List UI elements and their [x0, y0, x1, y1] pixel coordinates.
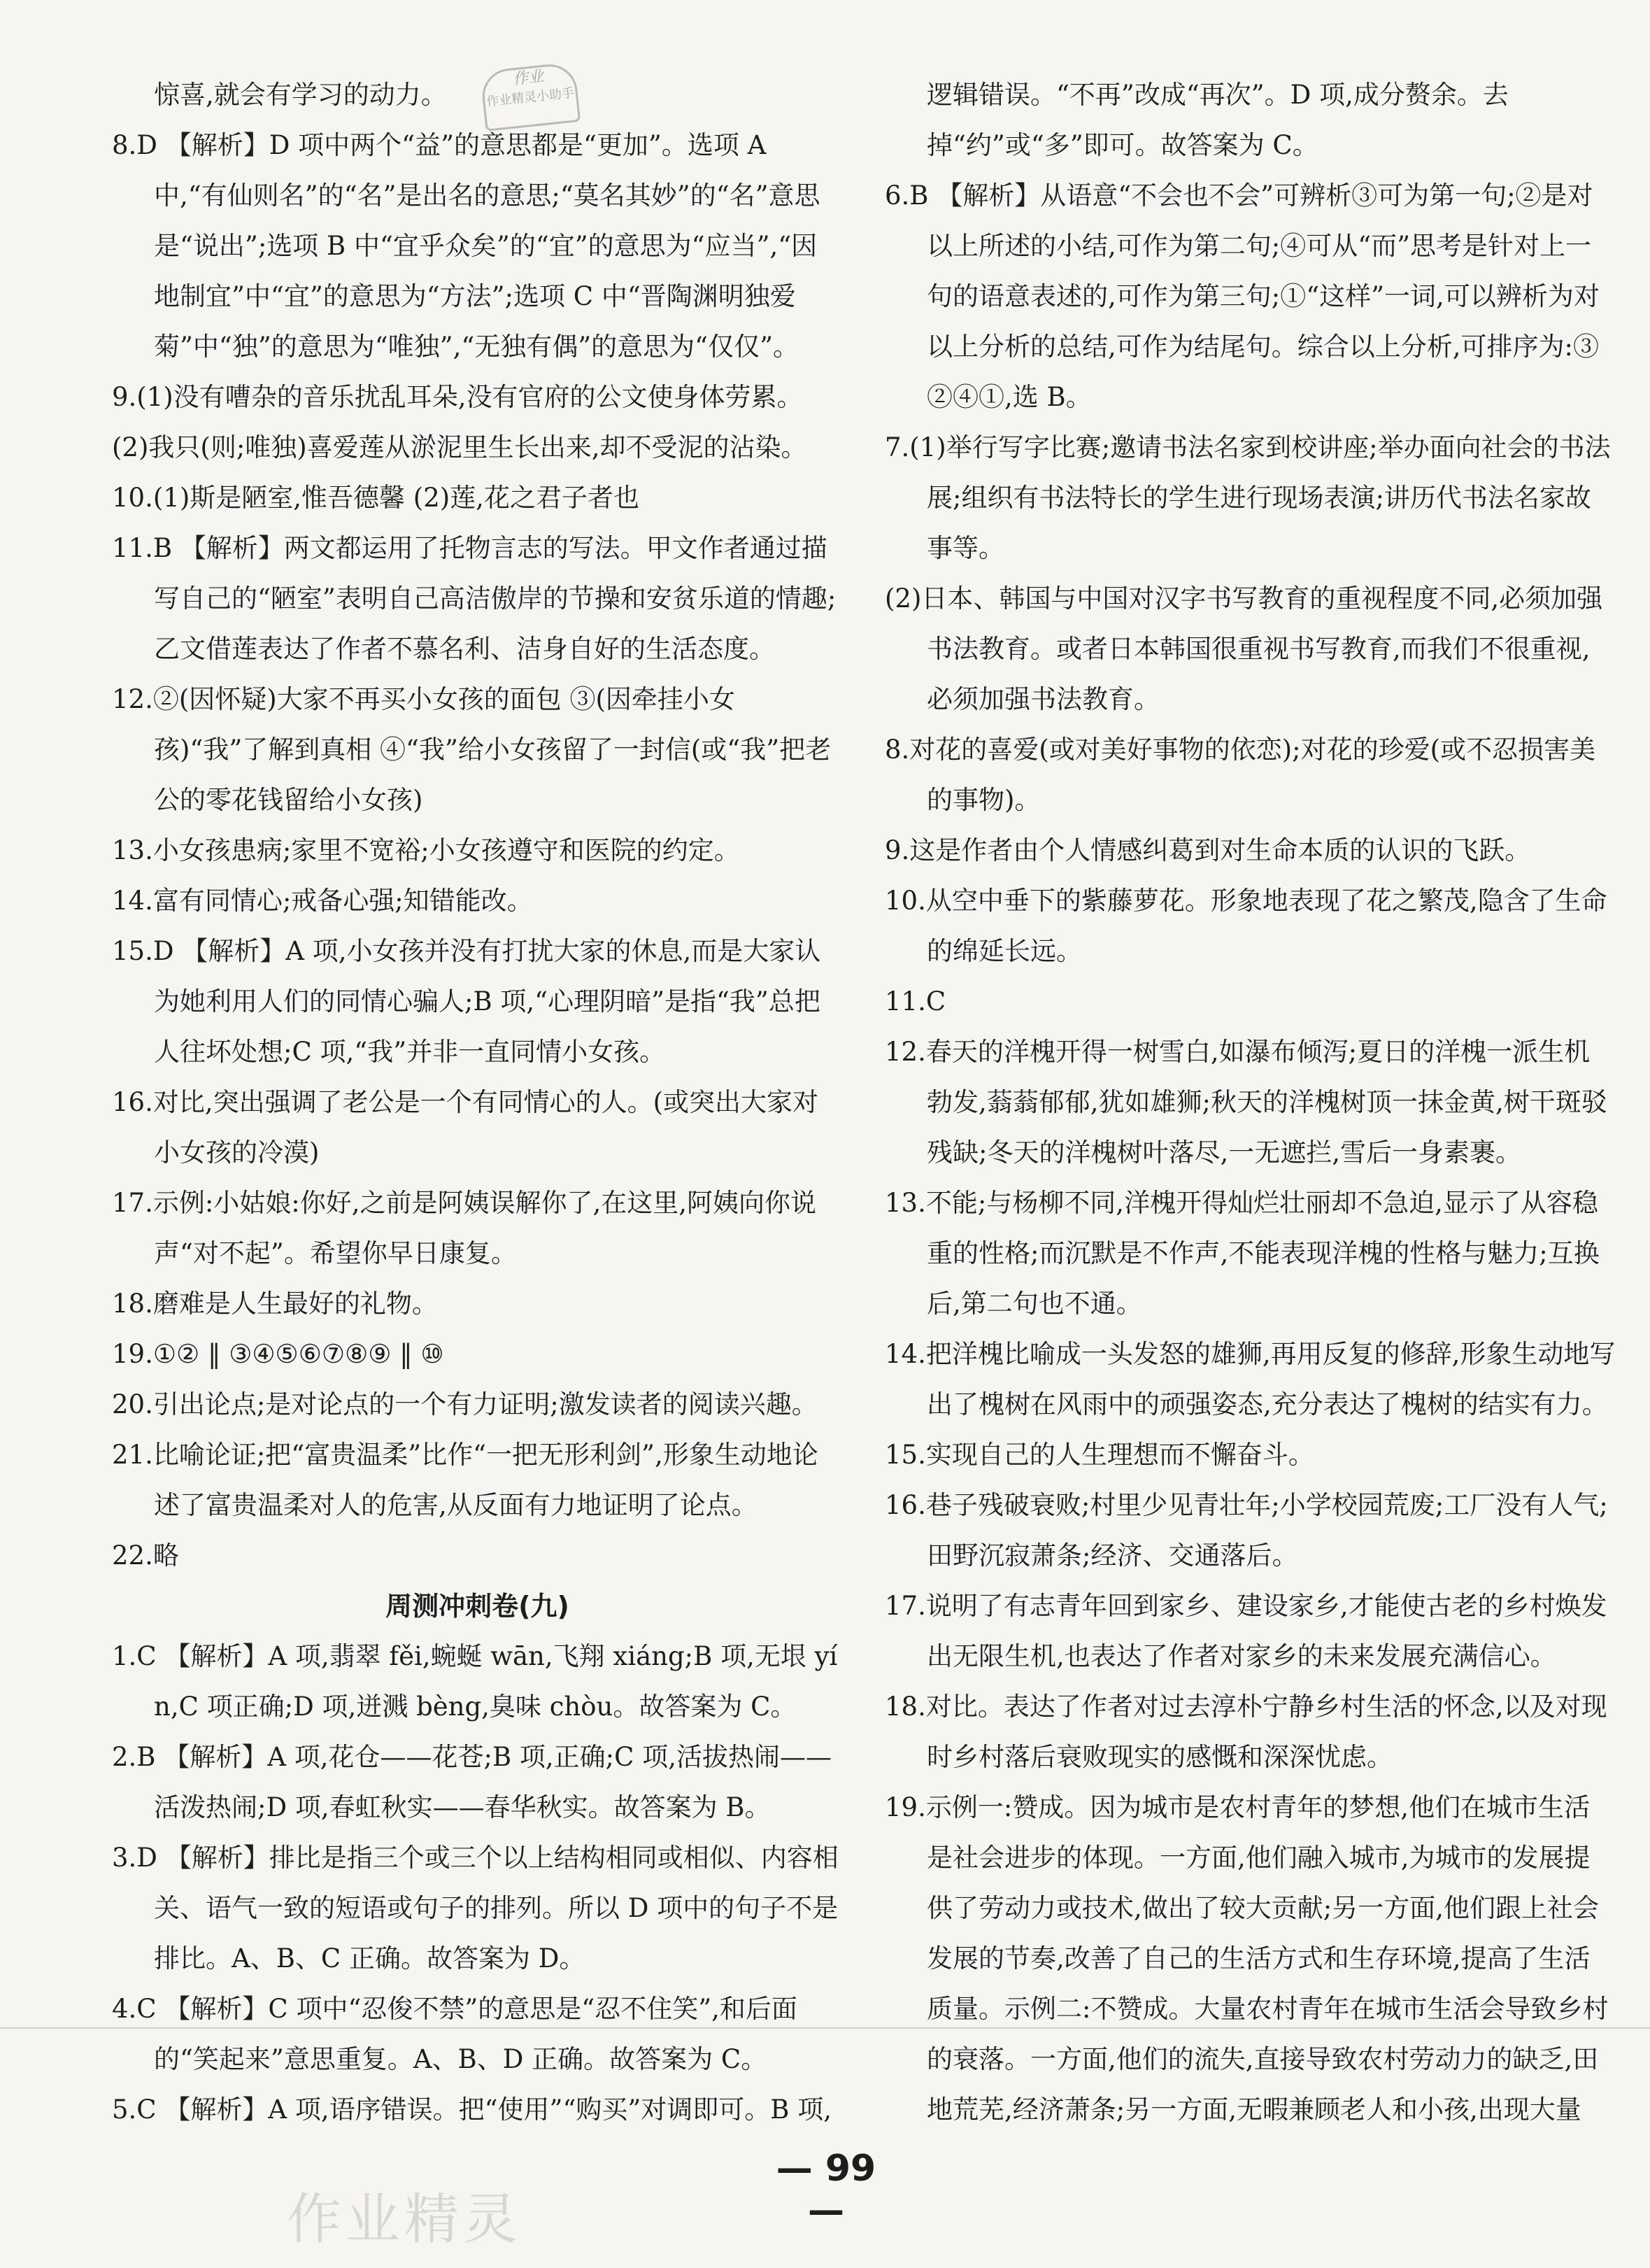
- answer-paragraph: 1.C 【解析】A 项,翡翠 fěi,蜿蜒 wān,飞翔 xiáng;B 项,无垠 yín,C 项正确;D 项,迸溅 bèng,臭味 chòu。故答案为 C。: [112, 1641, 838, 1722]
- answer-paragraph: 13.不能;与杨柳不同,洋槐开得灿烂壮丽却不急迫,显示了从容稳重的性格;而沉默是不作声,不能表现洋槐的性格与魅力;互换后,第二句也不通。: [885, 1188, 1600, 1319]
- stamp-line-2: 作业精灵小助手: [485, 85, 575, 110]
- section-title: 周测冲刺卷(九): [385, 1591, 569, 1622]
- watermark: 作业精灵: [287, 2188, 522, 2251]
- answer-paragraph: 9.(1)没有嘈杂的音乐扰乱耳朵,没有官府的公文使身体劳累。: [112, 382, 803, 412]
- answer-paragraph: 5.C 【解析】A 项,语序错误。把“使用”“购买”对调即可。B 项,: [112, 2095, 832, 2125]
- answer-paragraph: 22.略: [112, 1540, 179, 1571]
- answer-paragraph: 20.引出论点;是对论点的一个有力证明;激发读者的阅读兴趣。: [112, 1389, 818, 1419]
- answer-paragraph: 14.把洋槐比喻成一头发怒的雄狮,再用反复的修辞,形象生动地写出了槐树在风雨中的顽强姿态,充分表达了槐树的结实有力。: [885, 1339, 1616, 1419]
- answer-paragraph: 17.说明了有志青年回到家乡、建设家乡,才能使古老的乡村焕发出无限生机,也表达了作者对家乡的未来发展充满信心。: [885, 1591, 1607, 1671]
- left-column: [112, 70, 843, 2135]
- answer-paragraph: 11.B 【解析】两文都运用了托物言志的写法。甲文作者通过描写自己的“陋室”表明自己高洁傲岸的节操和安贫乐道的情趣;乙文借莲表达了作者不慕名利、洁身自好的生活态度。: [112, 533, 837, 664]
- answer-paragraph: 9.这是作者由个人情感纠葛到对生命本质的认识的飞跃。: [885, 835, 1531, 865]
- answer-paragraph: 逻辑错误。“不再”改成“再次”。D 项,成分赘余。去掉“约”或“多”即可。故答案为 C。: [927, 80, 1509, 160]
- answer-paragraph: 11.C: [885, 986, 946, 1016]
- answer-paragraph: 15.实现自己的人生理想而不懈奋斗。: [885, 1440, 1314, 1470]
- answer-paragraph: 4.C 【解析】C 项中“忍俊不禁”的意思是“忍不住笑”,和后面的“笑起来”意思重复。A、B、D 正确。故答案为 C。: [112, 1994, 797, 2074]
- answer-paragraph: 12.春天的洋槐开得一树雪白,如瀑布倾泻;夏日的洋槐一派生机勃发,蓊蓊郁郁,犹如雄狮;秋天的洋槐树顶一抹金黄,树干斑驳残缺;冬天的洋槐树叶落尽,一无遮拦,雪后一身素裹。: [885, 1037, 1607, 1168]
- answer-paragraph: (2)我只(则;唯独)喜爱莲从淤泥里生长出来,却不受泥的沾染。: [112, 432, 807, 462]
- answer-paragraph: 10.从空中垂下的紫藤萝花。形象地表现了花之繁茂,隐含了生命的绵延长远。: [885, 886, 1607, 966]
- answer-paragraph: 7.(1)举行写字比赛;邀请书法名家到校讲座;举办面向社会的书法展;组织有书法特长的学生进行现场表演;讲历代书法名家故事等。: [885, 432, 1611, 563]
- answer-paragraph: 12.②(因怀疑)大家不再买小女孩的面包 ③(因牵挂小女孩)“我”了解到真相 ④“我”给小女孩留了一封信(或“我”把老公的零花钱留给小女孩): [112, 684, 832, 815]
- answer-paragraph: 惊喜,就会有学习的动力。: [154, 80, 447, 110]
- answer-paragraph: 2.B 【解析】A 项,花仓——花苍;B 项,正确;C 项,活拔热闹——活泼热闹;D 项,春虹秋实——春华秋实。故答案为 B。: [112, 1742, 832, 1822]
- answer-paragraph: 10.(1)斯是陋室,惟吾德馨 (2)莲,花之君子者也: [112, 483, 639, 513]
- answer-paragraph: 13.小女孩患病;家里不宽裕;小女孩遵守和医院的约定。: [112, 835, 740, 865]
- answer-paragraph: 15.D 【解析】A 项,小女孩并没有打扰大家的休息,而是大家认为她利用人们的同情心骗人;B 项,“心理阴暗”是指“我”总把人往坏处想;C 项,“我”并非一直同情小女孩。: [112, 936, 821, 1067]
- right-column: [885, 70, 1616, 2135]
- bottom-divider: [0, 2027, 1650, 2029]
- stamp-line-1: 作业: [512, 67, 545, 89]
- answer-paragraph: 14.富有同情心;戒备心强;知错能改。: [112, 886, 533, 916]
- answer-paragraph: 18.对比。表达了作者对过去淳朴宁静乡村生活的怀念,以及对现时乡村落后衰败现实的感慨和深深忧虑。: [885, 1692, 1607, 1772]
- answer-paragraph: 8.对花的喜爱(或对美好事物的依恋);对花的珍爱(或不忍损害美的事物)。: [885, 735, 1596, 815]
- page-number: — 99 —: [776, 2148, 876, 2232]
- answer-paragraph: 3.D 【解析】排比是指三个或三个以上结构相同或相似、内容相关、语气一致的短语或句子的排列。所以 D 项中的句子不是排比。A、B、C 正确。故答案为 D。: [112, 1843, 839, 1973]
- answer-paragraph: 8.D 【解析】D 项中两个“益”的意思都是“更加”。选项 A 中,“有仙则名”的“名”是出名的意思;“莫名其妙”的“名”意思是“说出”;选项 B 中“宜乎众矣”的“宜”的意思为“应当”,“因地制宜”中“宜”的意思为“方法”;选项 C 中“晋陶渊明独爱菊”中“独”的意思为“唯独”,“无独有偶”的意思为“仅仅”。: [112, 130, 820, 362]
- answer-paragraph: 21.比喻论证;把“富贵温柔”比作“一把无形利剑”,形象生动地论述了富贵温柔对人的危害,从反面有力地证明了论点。: [112, 1440, 818, 1520]
- answer-paragraph: 16.巷子残破衰败;村里少见青壮年;小学校园荒废;工厂没有人气;田野沉寂萧条;经济、交通落后。: [885, 1490, 1608, 1571]
- answer-paragraph: 18.磨难是人生最好的礼物。: [112, 1289, 438, 1319]
- answer-paragraph: 19.①② ‖ ③④⑤⑥⑦⑧⑨ ‖ ⑩: [112, 1339, 444, 1369]
- answer-paragraph: (2)日本、韩国与中国对汉字书写教育的重视程度不同,必须加强书法教育。或者日本韩国很重视书写教育,而我们不很重视,必须加强书法教育。: [885, 583, 1603, 714]
- answer-paragraph: 6.B 【解析】从语意“不会也不会”可辨析③可为第一句;②是对以上所述的小结,可作为第二句;④可从“而”思考是针对上一句的语意表述的,可作为第三句;①“这样”一词,可以辨析为对以上分析的总结,可作为结尾句。综合以上分析,可排序为:③②④①,选 B。: [885, 180, 1600, 412]
- answer-paragraph: 16.对比,突出强调了老公是一个有同情心的人。(或突出大家对小女孩的冷漠): [112, 1087, 819, 1168]
- answer-paragraph: 17.示例:小姑娘:你好,之前是阿姨误解你了,在这里,阿姨向你说声“对不起”。希望你早日康复。: [112, 1188, 817, 1268]
- answer-paragraph: 19.示例一:赞成。因为城市是农村青年的梦想,他们在城市生活是社会进步的体现。一方面,他们融入城市,为城市的发展提供了劳动力或技术,做出了较大贡献;另一方面,他们跟上社会发展的节奏,改善了自己的生活方式和生存环境,提高了生活质量。示例二:不赞成。大量农村青年在城市生活会导致乡村的衰落。一方面,他们的流失,直接导致农村劳动力的缺乏,田地荒芜,经济萧条;另一方面,无暇兼顾老人和小孩,出现大量: [885, 1792, 1609, 2125]
